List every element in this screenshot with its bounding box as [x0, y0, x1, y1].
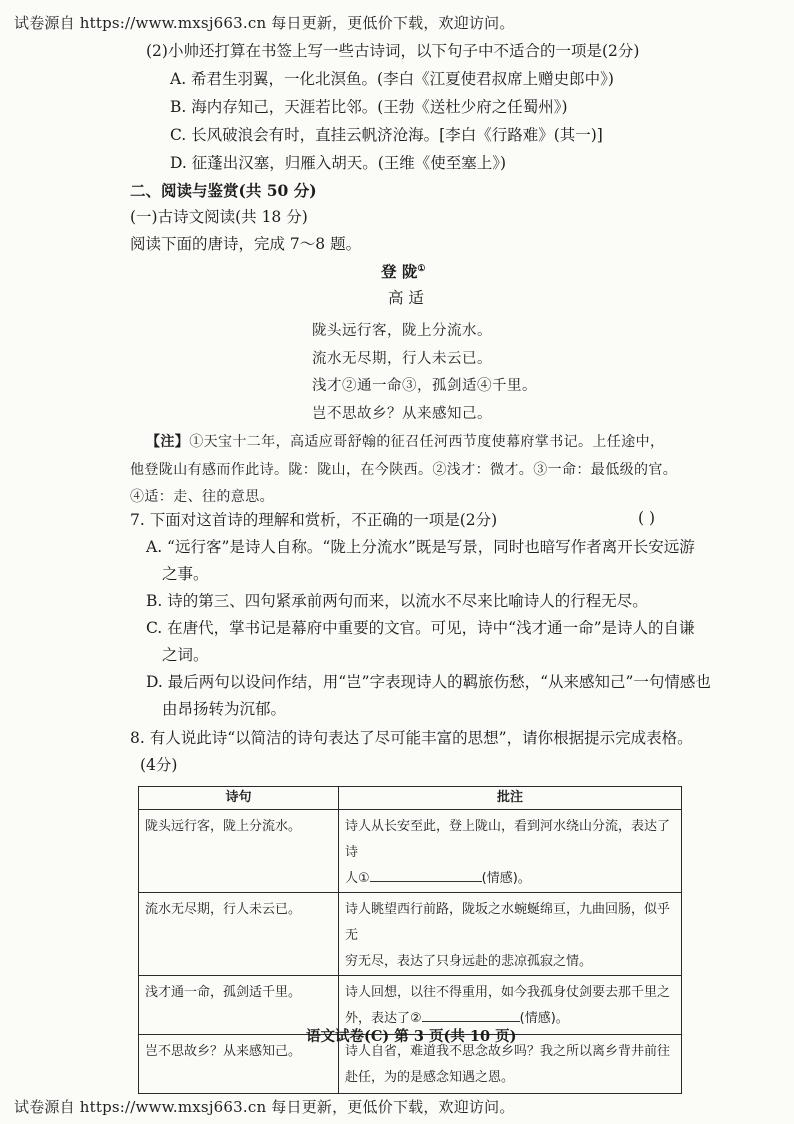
q7-option-d-cont: 由昂扬转为沉郁。 [162, 700, 287, 718]
poem-line-2: 流水无尽期，行人未云已。 [312, 351, 492, 367]
q6-option-c: C. 长风破浪会有时，直挂云帆济沧海。[李白《行路难》(其一)] [170, 126, 603, 144]
answer-blank-2[interactable] [422, 1007, 520, 1022]
q7-stem: 7. 下面对这首诗的理解和赏析，不正确的一项是(2分) [130, 511, 498, 529]
note-text-line: 外，表达了② (情感)。 [345, 1006, 675, 1032]
table-cell-verse: 浅才通一命，孤剑适千里。 [139, 976, 339, 1035]
note-text-line: 诗人自省，难道我不思念故乡吗？我之所以离乡背井前往 [345, 1044, 671, 1059]
source-watermark-bottom: 试卷源自 https://www.mxsj663.cn 每日更新，更低价下载，欢迎访问。 [14, 1098, 515, 1116]
q7-answer-bracket: ( ) [638, 509, 656, 527]
poem-line-3: 浅才②通一命③，孤剑适④千里。 [312, 378, 537, 394]
table-header-note: 批注 [339, 787, 682, 810]
section2-subtitle: (一)古诗文阅读(共 18 分) [130, 208, 308, 226]
q7-option-c: C. 在唐代，掌书记是幕府中重要的文官。可见，诗中“浅才通一命”是诗人的自谦 [146, 619, 695, 637]
section2-instruction: 阅读下面的唐诗，完成 7～8 题。 [130, 235, 362, 253]
poem-title-footnote-mark: ① [417, 263, 426, 274]
poem-line-4: 岂不思故乡？从来感知己。 [312, 406, 492, 422]
note-text-line: 诗人眺望西行前路，陇坂之水蜿蜒绵亘，九曲回肠，似乎无 [345, 902, 671, 943]
q7-option-b: B. 诗的第三、四句紧承前两句而来，以流水不尽来比喻诗人的行程无尽。 [146, 592, 648, 610]
table-cell-note [339, 976, 682, 1035]
poem-title [381, 264, 425, 280]
q7-option-c-cont: 之词。 [162, 646, 209, 664]
table-row [139, 810, 682, 893]
q8-score: (4分) [140, 756, 178, 774]
table-cell-note [339, 810, 682, 893]
note-text-line: 诗人回想，以往不得重用，如今我孤身仗剑要去那千里之 [345, 985, 671, 1000]
note-line-1 [146, 431, 664, 451]
table-row [139, 893, 682, 976]
note-text-line: 诗人从长安至此，登上陇山，看到河水绕山分流，表达了诗 [345, 819, 671, 860]
table-cell-verse: 流水无尽期，行人未云已。 [139, 893, 339, 976]
annotation-table [138, 786, 682, 1094]
note-text-1: ①天宝十二年，高适应哥舒翰的征召任河西节度使幕府掌书记。上任途中， [189, 434, 665, 450]
table-row [139, 976, 682, 1035]
note-line-3: ④适：走、往的意思。 [130, 489, 274, 505]
note-text-line: 穷无尽，表达了只身远赴的悲凉孤寂之情。 [345, 954, 593, 969]
q6-option-b: B. 海内存知己，天涯若比邻。(王勃《送杜少府之任蜀州》) [170, 98, 568, 116]
note-line-2: 他登陇山有感而作此诗。陇：陇山，在今陕西。②浅才：微才。③一命：最低级的官。 [130, 462, 678, 478]
poem-title-text: 登 陇 [381, 262, 418, 281]
table-header-row [139, 787, 682, 810]
q8-stem: 8. 有人说此诗“以简洁的诗句表达了尽可能丰富的思想”，请你根据提示完成表格。 [130, 729, 693, 747]
table-cell-verse: 岂不思故乡？从来感知己。 [139, 1035, 339, 1094]
table-cell-note [339, 893, 682, 976]
note-label: 【注】 [146, 434, 190, 450]
poem-line-1: 陇头远行客，陇上分流水。 [312, 323, 492, 339]
source-watermark-top: 试卷源自 https://www.mxsj663.cn 每日更新，更低价下载，欢迎访问。 [14, 14, 515, 32]
note-text-line: 赴任，为的是感念知遇之恩。 [345, 1070, 515, 1085]
q7-option-a-cont: 之事。 [162, 565, 209, 583]
note-text-line: 人① (情感)。 [345, 866, 675, 892]
answer-blank-1[interactable] [370, 867, 482, 882]
q7-option-a: A. “远行客”是诗人自称。“陇上分流水”既是写景，同时也暗写作者离开长安远游 [146, 538, 695, 556]
q6-option-a: A. 希君生羽翼，一化北溟鱼。(李白《江夏使君叔席上赠史郎中》) [170, 70, 614, 88]
page-footer: 语文试卷(C) 第 3 页(共 10 页) [306, 1028, 517, 1045]
table-header-verse: 诗句 [139, 787, 339, 810]
section2-title: 二、阅读与鉴赏(共 50 分) [130, 181, 317, 200]
poem-author: 高 适 [388, 289, 424, 307]
q6-part2-stem: (2)小帅还打算在书签上写一些古诗词，以下句子中不适合的一项是(2分) [146, 42, 640, 60]
q7-option-d: D. 最后两句以设问作结，用“岂”字表现诗人的羁旅伤愁，“从来感知己”一句情感也 [146, 673, 711, 691]
q6-option-d: D. 征蓬出汉塞，归雁入胡天。(王维《使至塞上》) [170, 154, 507, 172]
table-cell-verse: 陇头远行客，陇上分流水。 [139, 810, 339, 893]
